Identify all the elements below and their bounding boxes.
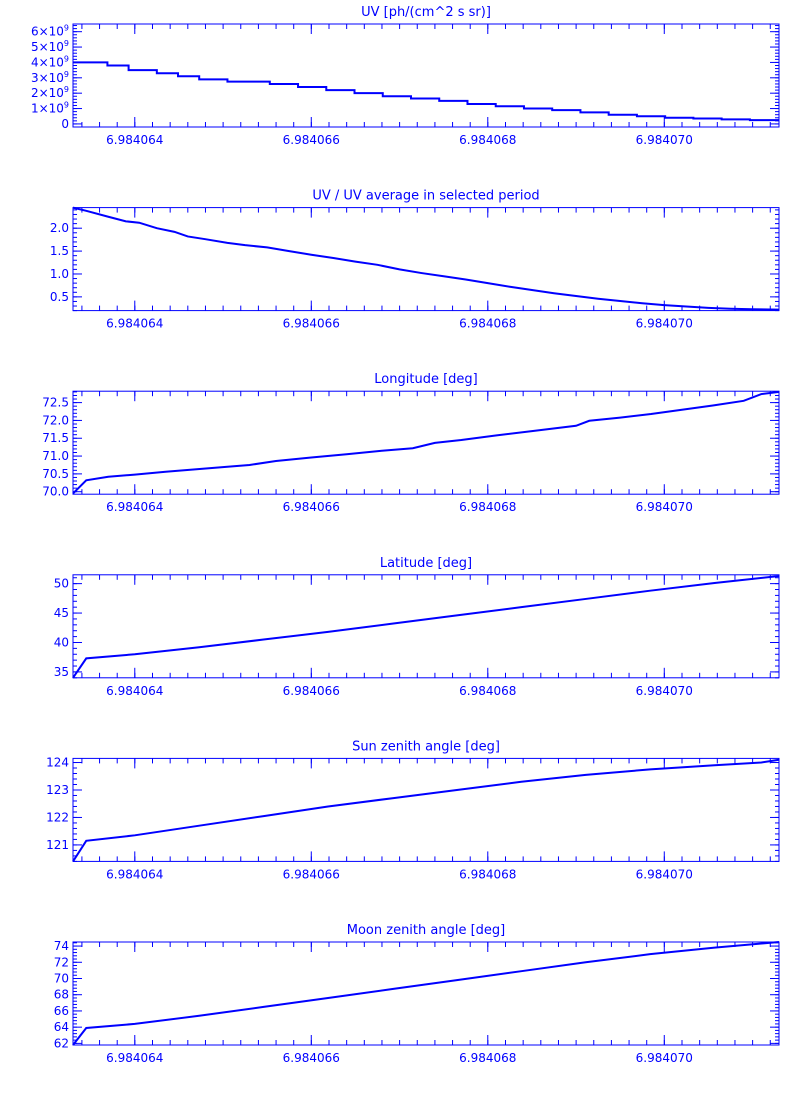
x-tick-label: 6.984064 xyxy=(106,316,164,331)
series-line-1 xyxy=(73,942,779,1045)
x-tick-label: 6.984064 xyxy=(106,500,164,515)
x-tick-label: 6.984068 xyxy=(459,1051,517,1065)
y-tick-label: 0.5 xyxy=(49,289,69,304)
y-tick-label: 62 xyxy=(53,1036,69,1051)
y-tick-label xyxy=(61,117,69,131)
series-line-1 xyxy=(73,392,779,494)
y-tick-mantissa: 5×10 xyxy=(30,40,64,55)
y-tick-mantissa: 0 xyxy=(61,116,69,131)
plot-frame xyxy=(73,942,779,1045)
x-tick-label: 6.984068 xyxy=(459,316,517,331)
x-tick-label: 6.984068 xyxy=(459,683,517,698)
chart-panel-5 xyxy=(46,739,779,881)
y-tick-label: 123 xyxy=(46,782,69,797)
chart-title: Sun zenith angle [deg] xyxy=(352,739,500,755)
y-tick-label: 45 xyxy=(53,606,69,621)
y-tick-exponent: 9 xyxy=(63,100,69,110)
chart-panel-2 xyxy=(50,189,779,331)
y-tick-label: 71.5 xyxy=(42,431,69,446)
y-tick-label xyxy=(31,54,69,69)
y-tick-exponent: 9 xyxy=(63,69,69,79)
plot-frame xyxy=(73,208,779,311)
x-tick-label: 6.984066 xyxy=(282,133,340,147)
series-line-1 xyxy=(73,760,779,862)
y-tick-label: 124 xyxy=(46,755,69,770)
y-tick-label: 35 xyxy=(53,664,69,679)
y-tick-mantissa: 6×10 xyxy=(30,24,64,39)
plot-frame xyxy=(73,391,779,494)
y-tick-label xyxy=(31,101,69,116)
y-tick-label: 121 xyxy=(46,837,69,852)
series-line-1 xyxy=(73,576,779,678)
x-tick-label: 6.984064 xyxy=(106,1051,164,1065)
chart-panel-3 xyxy=(42,372,779,514)
chart-panel-1 xyxy=(31,5,779,147)
x-tick-label: 6.984066 xyxy=(282,500,340,515)
y-tick-label: 70.5 xyxy=(42,466,69,481)
y-tick-label xyxy=(31,85,69,100)
y-tick-label: 122 xyxy=(46,810,69,825)
y-tick-label: 64 xyxy=(53,1020,69,1035)
chart-panel-6 xyxy=(54,923,779,1065)
y-tick-exponent: 9 xyxy=(63,23,69,33)
chart-title: UV [ph/(cm^2 s sr)] xyxy=(361,5,491,20)
y-tick-label: 72.0 xyxy=(42,413,69,428)
x-tick-label: 6.984070 xyxy=(635,867,693,882)
chart-title: Latitude [deg] xyxy=(379,555,473,571)
y-tick-mantissa: 4×10 xyxy=(30,55,64,70)
y-tick-label: 66 xyxy=(53,1003,69,1018)
y-tick-mantissa: 3×10 xyxy=(30,70,64,85)
x-tick-label: 6.984068 xyxy=(459,133,517,147)
y-tick-label: 1.0 xyxy=(49,266,69,281)
x-tick-label: 6.984064 xyxy=(106,133,164,147)
chart-panel-4 xyxy=(54,556,779,698)
y-tick-label: 40 xyxy=(53,635,69,650)
y-tick-label: 74 xyxy=(53,939,69,954)
y-tick-mantissa: 1×10 xyxy=(30,101,64,116)
x-tick-label: 6.984064 xyxy=(106,683,164,698)
y-tick-exponent: 9 xyxy=(63,54,69,64)
chart-title: Moon zenith angle [deg] xyxy=(346,923,506,938)
x-tick-label: 6.984064 xyxy=(106,867,164,882)
x-tick-label: 6.984070 xyxy=(635,500,693,515)
x-tick-label: 6.984068 xyxy=(459,500,517,515)
y-tick-label: 71.0 xyxy=(42,449,69,464)
x-tick-label: 6.984066 xyxy=(282,1051,340,1065)
y-tick-exponent: 9 xyxy=(63,85,69,95)
x-tick-label: 6.984070 xyxy=(635,683,693,698)
y-tick-label: 70.0 xyxy=(42,484,69,499)
y-tick-label xyxy=(31,39,69,54)
plot-frame xyxy=(73,575,779,678)
y-tick-label: 70 xyxy=(53,971,69,986)
x-tick-label: 6.984070 xyxy=(635,316,693,331)
y-tick-label: 72 xyxy=(53,955,69,970)
x-tick-label: 6.984066 xyxy=(282,316,340,331)
y-tick-label: 1.5 xyxy=(49,244,69,259)
x-tick-label: 6.984066 xyxy=(282,683,340,698)
y-tick-label xyxy=(31,24,69,39)
chart-title: UV / UV average in selected period xyxy=(312,188,540,204)
series-line-1 xyxy=(73,62,779,120)
series-line-1 xyxy=(73,208,779,310)
y-tick-label: 68 xyxy=(53,987,69,1002)
y-tick-exponent: 9 xyxy=(63,39,69,49)
plot-frame xyxy=(73,758,779,861)
x-tick-label: 6.984068 xyxy=(459,867,517,882)
chart-title: Longitude [deg] xyxy=(374,372,478,388)
y-tick-label: 72.5 xyxy=(42,395,69,410)
x-tick-label: 6.984070 xyxy=(635,1051,693,1065)
y-tick-label xyxy=(31,70,69,85)
x-tick-label: 6.984070 xyxy=(635,133,693,147)
y-tick-label: 2.0 xyxy=(49,221,69,236)
y-tick-label: 50 xyxy=(53,576,69,591)
x-tick-label: 6.984066 xyxy=(282,867,340,882)
y-tick-mantissa: 2×10 xyxy=(30,86,64,101)
